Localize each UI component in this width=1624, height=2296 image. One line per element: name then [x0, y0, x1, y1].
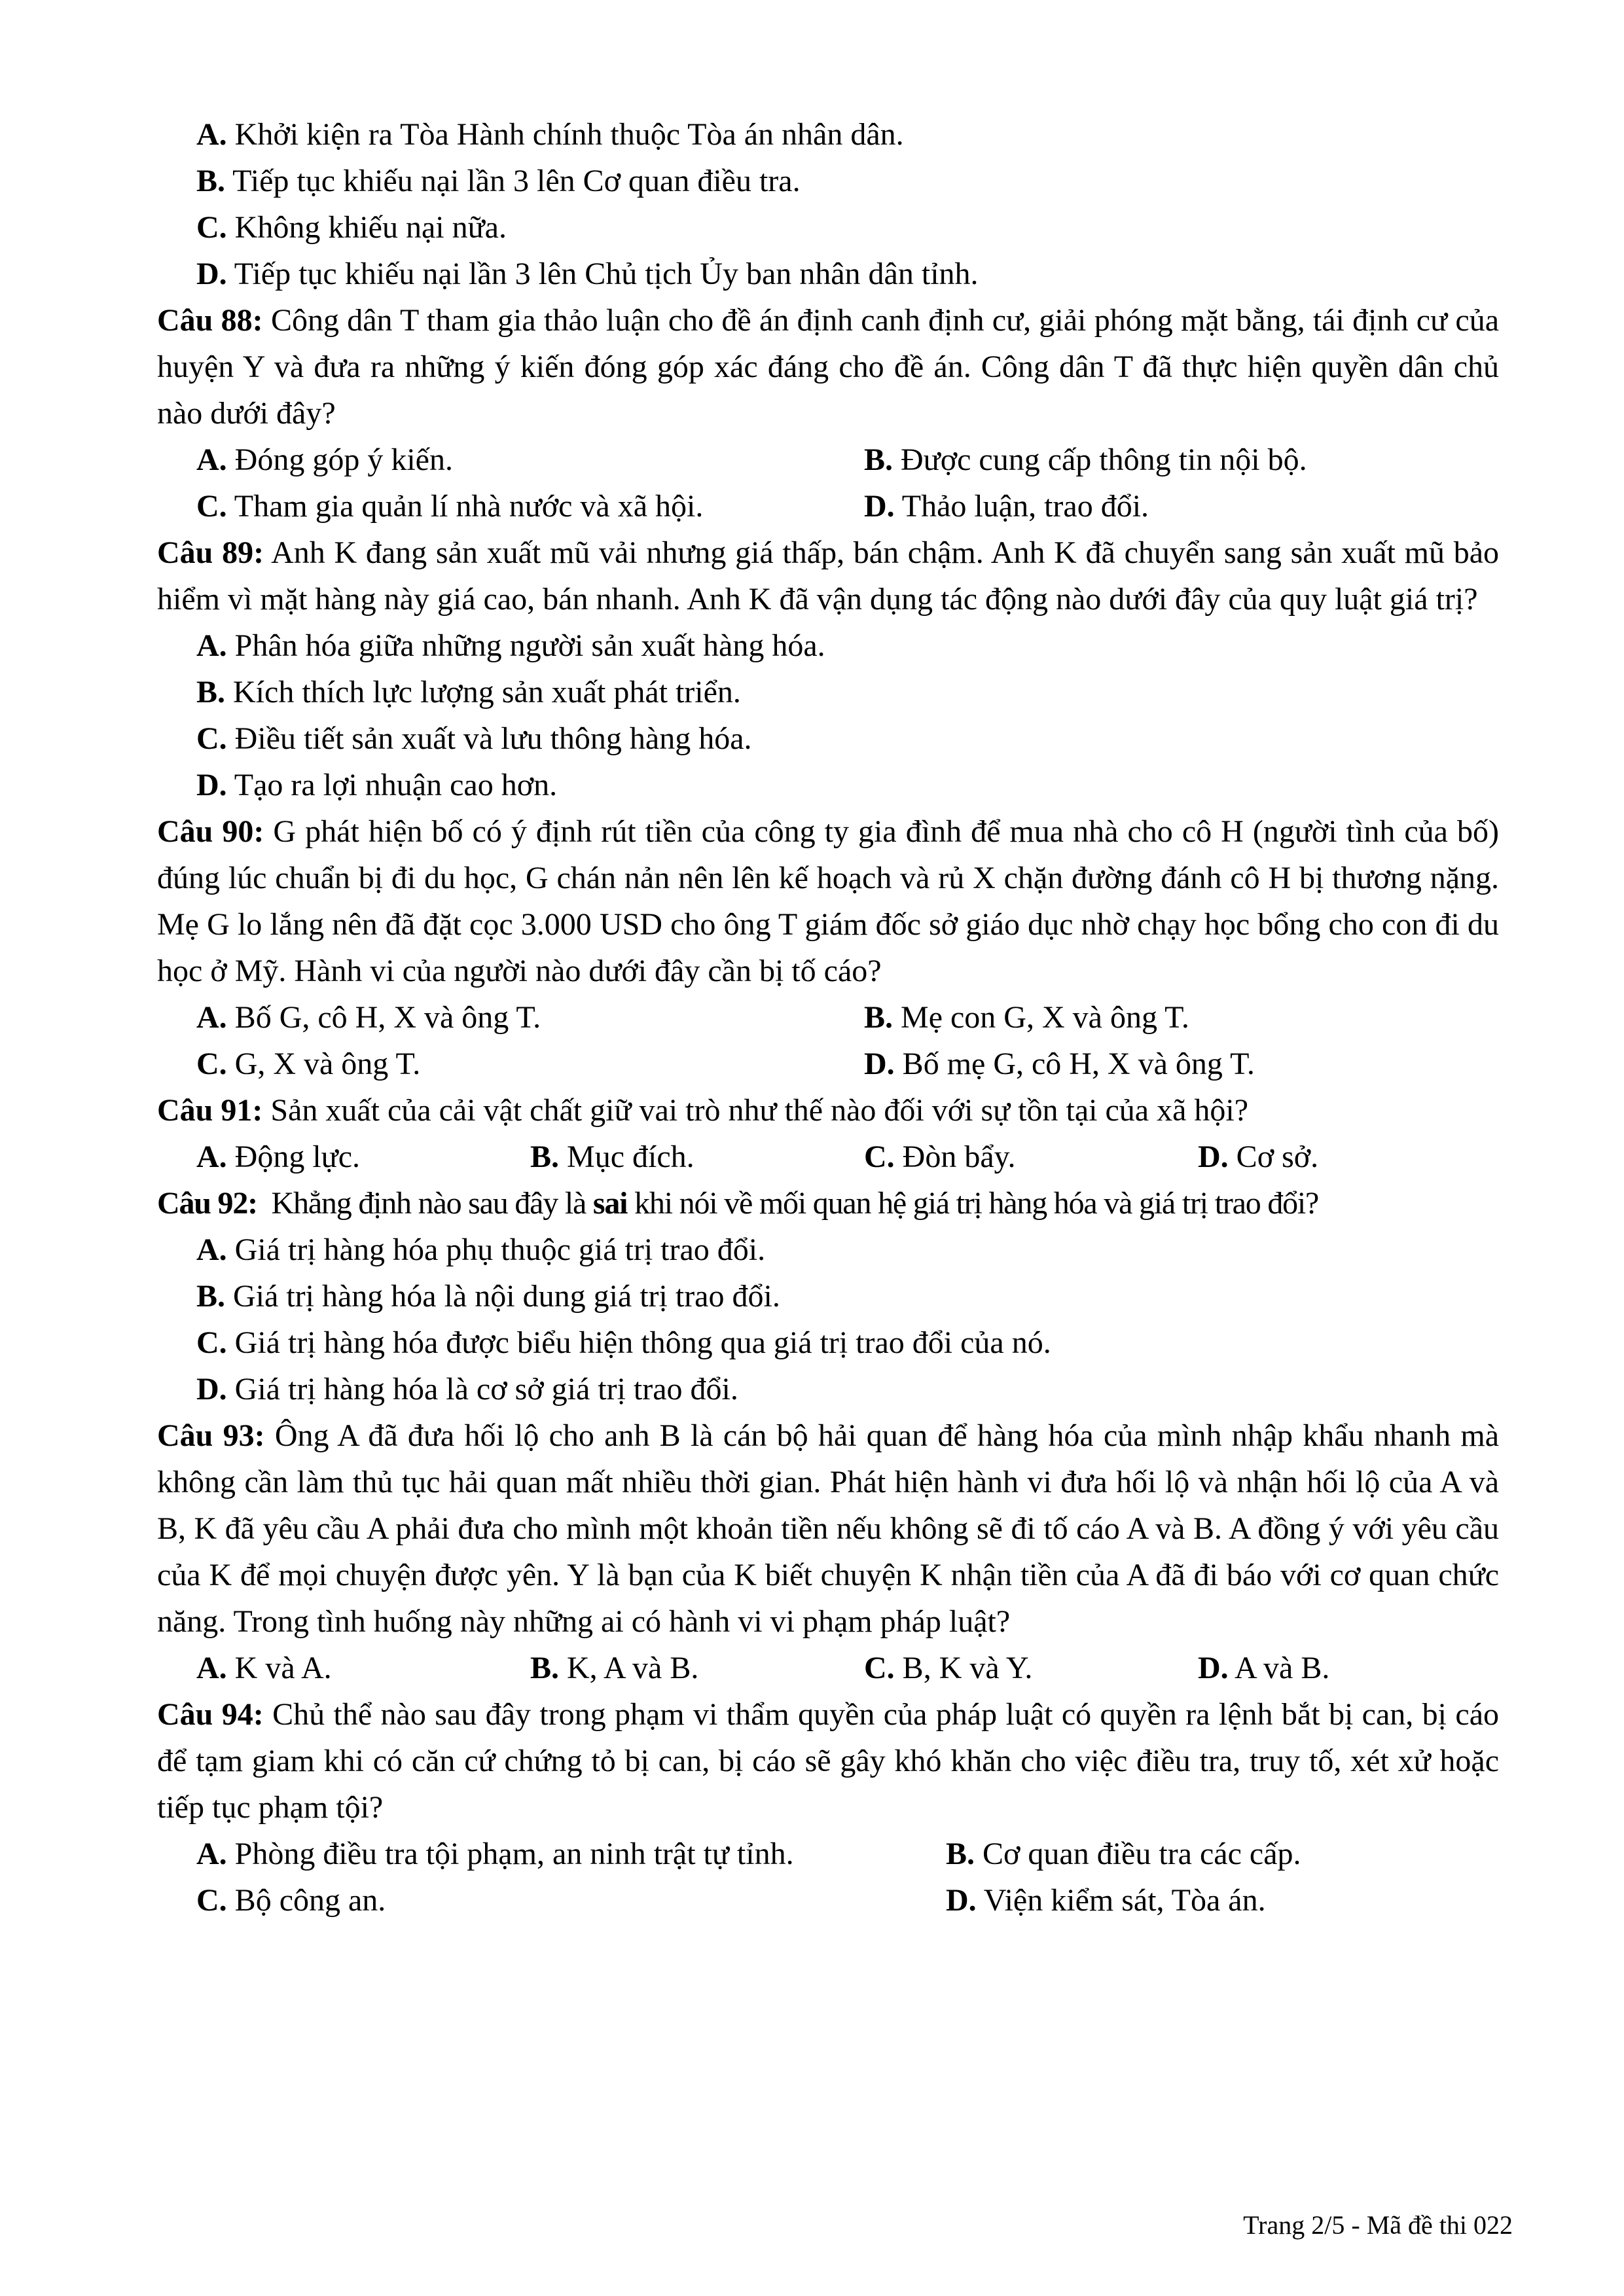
- question-body-before: Khẳng định nào sau đây là: [257, 1186, 593, 1221]
- option-letter: C.: [196, 721, 227, 756]
- option-letter: C.: [196, 489, 227, 524]
- question-label: Câu 90:: [157, 814, 264, 849]
- option-letter: B.: [530, 1139, 560, 1174]
- option-text: K, A và B.: [559, 1651, 699, 1685]
- option-b: [530, 1645, 864, 1691]
- option-d: [196, 762, 1499, 808]
- option-text: Thảo luận, trao đổi.: [894, 489, 1149, 524]
- option-letter: B.: [196, 164, 226, 198]
- option-letter: C.: [196, 210, 227, 245]
- question-text: [157, 808, 1499, 994]
- option-text: Phân hóa giữa những người sản xuất hàng hóa.: [226, 628, 825, 663]
- option-letter: D.: [196, 1372, 227, 1407]
- option-letter: A.: [196, 1837, 227, 1871]
- option-d: [196, 251, 1499, 297]
- option-letter: A.: [196, 442, 227, 477]
- option-d: [1198, 1134, 1318, 1180]
- option-text: Giá trị hàng hóa là nội dung giá trị trao đổi.: [225, 1279, 780, 1314]
- question-body: Sản xuất của cải vật chất giữ vai trò như thế nào đối với sự tồn tại của xã hội?: [262, 1093, 1249, 1128]
- option-text: Điều tiết sản xuất và lưu thông hàng hóa.: [226, 721, 752, 756]
- options-row: [196, 994, 1499, 1041]
- question-label: Câu 91:: [157, 1093, 263, 1128]
- option-c: [864, 1134, 1198, 1180]
- option-text: Giá trị hàng hóa phụ thuộc giá trị trao đổi.: [226, 1232, 766, 1267]
- question-body-after: khi nói về mối quan hệ giá trị hàng hóa và giá trị trao đổi?: [627, 1186, 1319, 1221]
- option-b: [196, 158, 1499, 204]
- option-c: [196, 204, 1499, 251]
- exam-content: [157, 111, 1500, 1924]
- option-letter: B.: [196, 1279, 226, 1314]
- question-93: [157, 1412, 1499, 1645]
- option-d: [196, 1366, 1499, 1412]
- option-c: [196, 1041, 864, 1087]
- option-text: Tạo ra lợi nhuận cao hơn.: [226, 768, 558, 802]
- options-row: [196, 1831, 1499, 1877]
- option-text: Tiếp tục khiếu nại lần 3 lên Chủ tịch Ủy ban nhân dân tỉnh.: [226, 257, 979, 291]
- option-b: [946, 1831, 1301, 1877]
- option-text: Mẹ con G, X và ông T.: [893, 1000, 1189, 1035]
- option-d: [1198, 1645, 1329, 1691]
- options-row: [196, 1134, 1499, 1180]
- option-a: [196, 111, 1499, 158]
- option-letter: A.: [196, 1651, 227, 1685]
- option-text: Viện kiểm sát, Tòa án.: [976, 1883, 1266, 1918]
- question-body: Anh K đang sản xuất mũ vải nhưng giá thấp, bán chậm. Anh K đã chuyển sang sản xuất mũ bảo hiểm vì mặt hàng này giá cao, bán nhanh. Anh K đã vận dụng tác động nào dưới đây của quy luật giá trị?: [157, 535, 1499, 617]
- option-text: Giá trị hàng hóa là cơ sở giá trị trao đổi.: [226, 1372, 738, 1407]
- question-label: Câu 88:: [157, 303, 263, 338]
- option-letter: B.: [196, 675, 226, 709]
- option-letter: C.: [864, 1651, 895, 1685]
- option-letter: C.: [196, 1047, 227, 1081]
- option-text: Kích thích lực lượng sản xuất phát triển.: [225, 675, 741, 709]
- question-body: Chủ thể nào sau đây trong phạm vi thẩm quyền của pháp luật có quyền ra lệnh bắt bị can, bị cáo để tạm giam khi có căn cứ chứng tỏ bị can, bị cáo sẽ gây khó khăn cho việc điều tra, truy tố, xét xử hoặc tiếp tục phạm tội?: [157, 1697, 1499, 1825]
- option-letter: A.: [196, 1000, 227, 1035]
- question-88: [157, 297, 1499, 437]
- options-row: [196, 1877, 1499, 1924]
- option-text: Không khiếu nại nữa.: [226, 210, 507, 245]
- option-text: Đòn bẩy.: [894, 1139, 1016, 1174]
- option-text: Mục đích.: [559, 1139, 695, 1174]
- option-text: B, K và Y.: [894, 1651, 1033, 1685]
- option-a: [196, 1831, 946, 1877]
- option-d: [946, 1877, 1266, 1924]
- option-c: [196, 483, 864, 529]
- option-a: [196, 1227, 1499, 1273]
- option-b: [864, 437, 1307, 483]
- option-letter: D.: [864, 1047, 895, 1081]
- option-text: Tiếp tục khiếu nại lần 3 lên Cơ quan điều tra.: [225, 164, 801, 198]
- option-c: [864, 1645, 1198, 1691]
- option-text: Bố G, cô H, X và ông T.: [226, 1000, 541, 1035]
- option-letter: A.: [196, 1139, 227, 1174]
- question-89: [157, 529, 1499, 622]
- option-text: Động lực.: [226, 1139, 360, 1174]
- option-letter: A.: [196, 1232, 227, 1267]
- option-text: A và B.: [1228, 1651, 1330, 1685]
- option-c: [196, 1319, 1499, 1366]
- option-text: Giá trị hàng hóa được biểu hiện thông qua giá trị trao đổi của nó.: [226, 1325, 1051, 1360]
- question-text: [157, 529, 1499, 622]
- option-letter: B.: [864, 442, 893, 477]
- question-body-emphasis: sai: [592, 1186, 628, 1221]
- option-text: K và A.: [226, 1651, 332, 1685]
- option-a: [196, 622, 1499, 669]
- page-footer: Trang 2/5 - Mã đề thi 022: [1243, 2210, 1513, 2240]
- option-letter: D.: [1198, 1651, 1229, 1685]
- option-d: [864, 1041, 1255, 1087]
- option-letter: D.: [1198, 1139, 1229, 1174]
- option-text: Cơ quan điều tra các cấp.: [975, 1837, 1301, 1871]
- option-text: Phòng điều tra tội phạm, an ninh trật tự tỉnh.: [226, 1837, 794, 1871]
- question-label: Câu 89:: [157, 535, 264, 570]
- option-text: Cơ sở.: [1228, 1139, 1319, 1174]
- question-text: [157, 297, 1499, 437]
- question-label: Câu 93:: [157, 1418, 265, 1453]
- option-a: [196, 1134, 530, 1180]
- option-c: [196, 1877, 946, 1924]
- option-letter: A.: [196, 628, 227, 663]
- option-a: [196, 994, 864, 1041]
- question-91: [157, 1087, 1499, 1134]
- option-text: Khởi kiện ra Tòa Hành chính thuộc Tòa án nhân dân.: [226, 117, 904, 152]
- option-a: [196, 437, 864, 483]
- option-text: Bố mẹ G, cô H, X và ông T.: [894, 1047, 1255, 1081]
- option-text: G, X và ông T.: [226, 1047, 421, 1081]
- question-text: [157, 1691, 1499, 1831]
- option-b: [864, 994, 1189, 1041]
- question-label: Câu 92:: [157, 1186, 257, 1221]
- options-row: [196, 1041, 1499, 1087]
- option-text: Đóng góp ý kiến.: [226, 442, 453, 477]
- option-letter: B.: [864, 1000, 893, 1035]
- option-b: [196, 669, 1499, 715]
- option-letter: B.: [530, 1651, 560, 1685]
- option-letter: C.: [196, 1883, 227, 1918]
- question-label: Câu 94:: [157, 1697, 264, 1732]
- option-letter: D.: [196, 768, 227, 802]
- question-body: Công dân T tham gia thảo luận cho đề án định canh định cư, giải phóng mặt bằng, tái định cư của huyện Y và đưa ra những ý kiến đóng góp xác đáng cho đề án. Công dân T đã thực hiện quyền dân chủ nào dưới đây?: [157, 303, 1499, 431]
- question-92: [157, 1180, 1499, 1227]
- option-d: [864, 483, 1149, 529]
- question-text: [157, 1180, 1499, 1227]
- options-row: [196, 483, 1499, 529]
- option-text: Bộ công an.: [226, 1883, 386, 1918]
- option-letter: D.: [864, 489, 895, 524]
- options-row: [196, 1645, 1499, 1691]
- option-c: [196, 715, 1499, 762]
- option-letter: B.: [946, 1837, 975, 1871]
- option-letter: C.: [196, 1325, 227, 1360]
- question-94: [157, 1691, 1499, 1831]
- option-text: Tham gia quản lí nhà nước và xã hội.: [226, 489, 704, 524]
- option-letter: A.: [196, 117, 227, 152]
- prev-question-options: [196, 111, 1499, 297]
- question-body: G phát hiện bố có ý định rút tiền của công ty gia đình để mua nhà cho cô H (người tình của bố) đúng lúc chuẩn bị đi du học, G chán nản nên lên kế hoạch và rủ X chặn đường đánh cô H bị thương nặng. Mẹ G lo lắng nên đã đặt cọc 3.000 USD cho ông T giám đốc sở giáo dục nhờ chạy học bổng cho con đi du học ở Mỹ. Hành vi của người nào dưới đây cần bị tố cáo?: [157, 814, 1499, 988]
- option-b: [530, 1134, 864, 1180]
- option-letter: C.: [864, 1139, 895, 1174]
- option-text: Được cung cấp thông tin nội bộ.: [893, 442, 1307, 477]
- option-letter: D.: [946, 1883, 977, 1918]
- question-text: [157, 1412, 1499, 1645]
- option-a: [196, 1645, 530, 1691]
- question-90: [157, 808, 1499, 994]
- option-letter: D.: [196, 257, 227, 291]
- options-row: [196, 437, 1499, 483]
- question-body: Ông A đã đưa hối lộ cho anh B là cán bộ hải quan để hàng hóa của mình nhập khẩu nhanh mà không cần làm thủ tục hải quan mất nhiều thời gian. Phát hiện hành vi đưa hối lộ và nhận hối lộ của A và B, K đã yêu cầu A phải đưa cho mình một khoản tiền nếu không sẽ đi tố cáo A và B. A đồng ý với yêu cầu của K để mọi chuyện được yên. Y là bạn của K biết chuyện K nhận tiền của A đã đi báo với cơ quan chức năng. Trong tình huống này những ai có hành vi vi phạm pháp luật?: [157, 1418, 1500, 1639]
- option-b: [196, 1273, 1499, 1319]
- question-text: [157, 1087, 1499, 1134]
